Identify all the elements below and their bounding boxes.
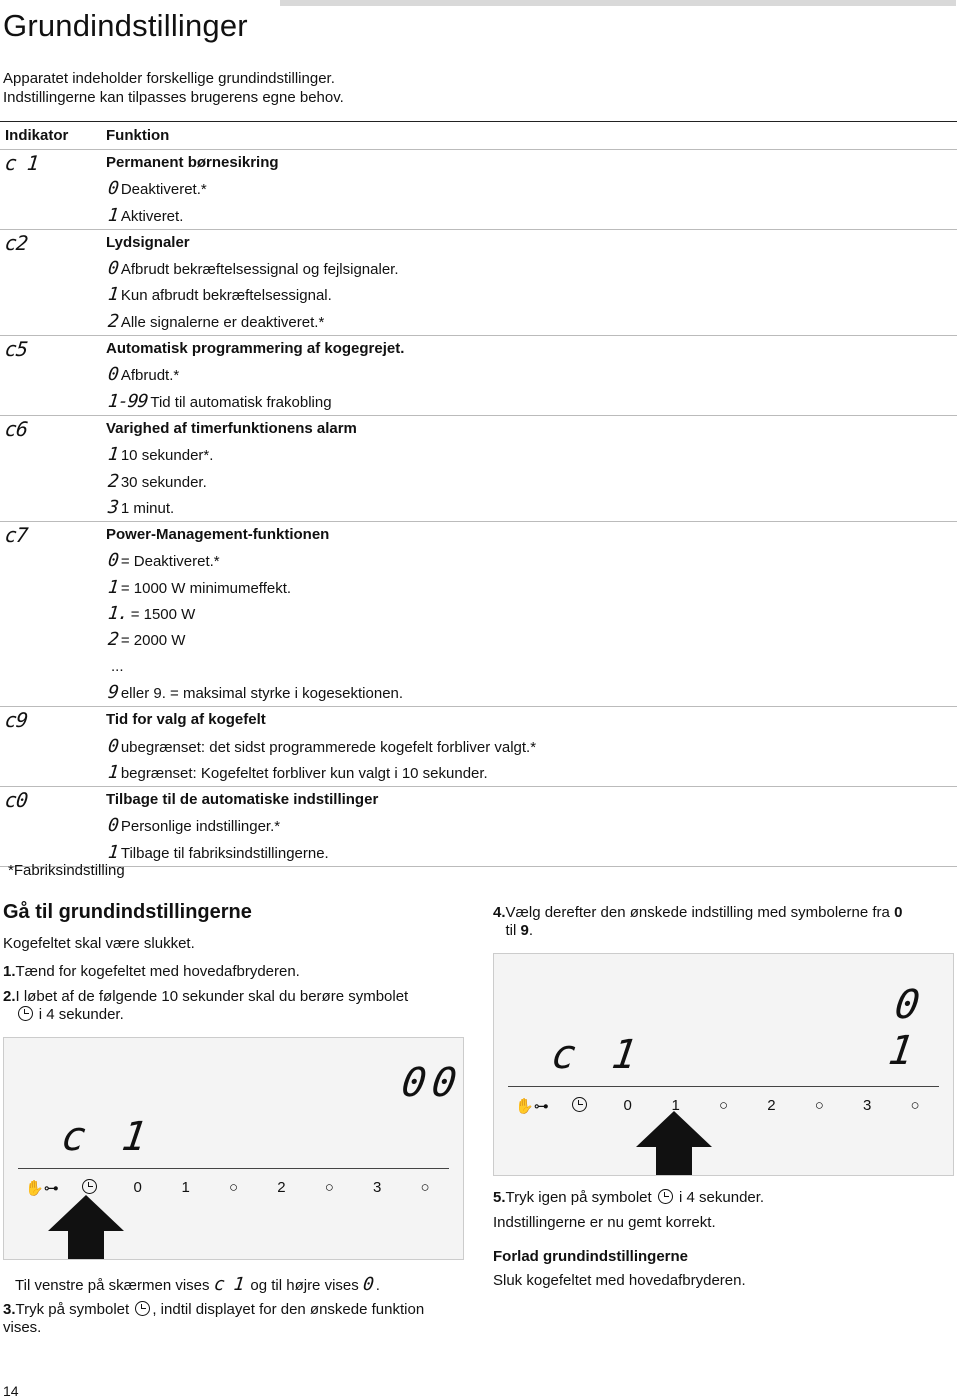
zone-dot[interactable]: ○ bbox=[210, 1168, 258, 1197]
clock-icon bbox=[135, 1301, 150, 1316]
zone-dot[interactable]: ○ bbox=[305, 1168, 353, 1197]
option-line bbox=[106, 760, 957, 786]
arrow-up-icon bbox=[634, 1109, 714, 1175]
option-line bbox=[106, 282, 957, 308]
leave-heading: Forlad grundindstillingerne bbox=[493, 1248, 688, 1265]
option-text: Afbrudt.* bbox=[120, 367, 180, 385]
option-line bbox=[106, 442, 957, 468]
option-code: 0 bbox=[106, 550, 120, 572]
step-5-text-a: Tryk igen på symbolet bbox=[505, 1189, 652, 1206]
table-row bbox=[0, 707, 957, 787]
lead-text: Kogefeltet skal være slukket. bbox=[3, 935, 195, 952]
option-text: Personlige indstillinger.* bbox=[120, 818, 281, 836]
option-code: 0 bbox=[106, 178, 120, 200]
table-row bbox=[0, 522, 957, 707]
zone-dot[interactable]: ○ bbox=[700, 1086, 748, 1115]
indicator-display: c5 bbox=[3, 337, 29, 362]
option-line bbox=[106, 495, 957, 521]
control-panel-2 bbox=[493, 953, 954, 1176]
option-line bbox=[106, 654, 957, 680]
option-text: 1 minut. bbox=[120, 499, 175, 517]
intro-line-1: Apparatet indeholder forskellige grundindstillinger. bbox=[3, 70, 335, 87]
header-indicator: Indikator bbox=[5, 127, 69, 144]
indicator-display: c 1 bbox=[3, 151, 40, 175]
indicator-display: c6 bbox=[3, 416, 29, 441]
function-cell bbox=[106, 416, 957, 521]
caption-a: Til venstre på skærmen vises bbox=[15, 1277, 210, 1294]
option-code: 9 bbox=[106, 681, 120, 703]
zone-0[interactable]: 0 bbox=[114, 1168, 162, 1197]
option-line bbox=[106, 734, 957, 760]
settings-table bbox=[0, 121, 957, 867]
option-line bbox=[106, 548, 957, 574]
option-line bbox=[106, 813, 957, 839]
clock-icon bbox=[18, 1006, 33, 1021]
option-line bbox=[106, 203, 957, 229]
option-text: Tilbage til fabriksindstillingerne. bbox=[120, 844, 329, 862]
intro-line-2: Indstillingerne kan tilpasses brugerens egne behov. bbox=[3, 89, 344, 106]
step-4: 4.Vælg derefter den ønskede indstilling med symbolerne fra 0 til 9. bbox=[493, 904, 903, 939]
indicator-code bbox=[0, 416, 106, 442]
lock-icon[interactable]: ✋⊶ bbox=[508, 1086, 556, 1115]
option-line bbox=[106, 680, 957, 706]
function-title: Lydsignaler bbox=[106, 233, 190, 251]
panel2-controls bbox=[494, 1086, 953, 1115]
zone-2[interactable]: 2 bbox=[257, 1168, 305, 1197]
clock-icon bbox=[658, 1189, 673, 1204]
control-panel-1 bbox=[3, 1037, 464, 1260]
function-title: Permanent børnesikring bbox=[106, 154, 279, 171]
option-code: 1. bbox=[106, 603, 129, 625]
function-title: Tid for valg af kogefelt bbox=[106, 711, 266, 729]
zone-3[interactable]: 3 bbox=[353, 1168, 401, 1197]
option-text: = 1500 W bbox=[130, 606, 196, 624]
page-number: 14 bbox=[3, 1383, 19, 1399]
step-4-to: 9 bbox=[520, 922, 529, 939]
panel1-left-display: c 1 bbox=[58, 1114, 156, 1160]
step-4-text: Vælg derefter den ønskede indstilling med symbolerne fra bbox=[505, 904, 890, 921]
timer-button[interactable] bbox=[556, 1086, 604, 1115]
option-text: Kun afbrudt bekræftelsessignal. bbox=[120, 287, 332, 305]
option-code: 1 bbox=[106, 284, 120, 306]
indicator-display: c9 bbox=[3, 708, 29, 733]
intro-text bbox=[3, 69, 344, 107]
function-cell bbox=[106, 230, 957, 335]
zero-display: 0 bbox=[361, 1274, 374, 1295]
footnote: *Fabriksindstilling bbox=[8, 862, 125, 879]
caption: Til venstre på skærmen vises c 1 og til højre vises 0 . bbox=[15, 1274, 380, 1295]
step-4-from: 0 bbox=[894, 904, 903, 921]
indicator-code bbox=[0, 707, 106, 733]
table-row bbox=[0, 787, 957, 867]
table-row bbox=[0, 230, 957, 336]
clock-icon bbox=[572, 1097, 587, 1112]
option-code: 0 bbox=[106, 735, 120, 757]
option-line bbox=[106, 362, 957, 388]
table-row bbox=[0, 150, 957, 230]
panel2-left-display: c 1 bbox=[548, 1032, 646, 1078]
lock-icon[interactable]: ✋⊶ bbox=[18, 1168, 66, 1197]
option-code: 1-99 bbox=[106, 390, 149, 412]
table-header bbox=[0, 122, 957, 150]
option-text: eller 9. = maksimal styrke i kogesektionen. bbox=[120, 684, 404, 702]
table-row bbox=[0, 336, 957, 416]
indicator-display: c7 bbox=[3, 523, 29, 548]
function-title: Varighed af timerfunktionens alarm bbox=[106, 419, 357, 437]
step-1-text: Tænd for kogefeltet med hovedafbryderen. bbox=[15, 963, 300, 980]
option-line bbox=[106, 389, 957, 415]
indicator-code bbox=[0, 522, 106, 548]
step-4-to-word: til bbox=[505, 922, 517, 939]
function-cell bbox=[106, 522, 957, 706]
indicator-code bbox=[0, 230, 106, 256]
function-title: Automatisk programmering af kogegrejet. bbox=[106, 340, 405, 358]
option-text: Deaktiveret.* bbox=[120, 181, 207, 199]
step-5: 5.Tryk igen på symbolet i 4 sekunder. bbox=[493, 1189, 765, 1206]
function-cell bbox=[106, 707, 957, 786]
function-title: Tilbage til de automatiske indstillinger bbox=[106, 791, 379, 809]
option-text: = Deaktiveret.* bbox=[120, 553, 220, 571]
option-line bbox=[106, 256, 957, 282]
option-line bbox=[106, 627, 957, 653]
option-text: Aktiveret. bbox=[120, 207, 184, 225]
option-text: begrænset: Kogefeltet forbliver kun valgt i 10 sekunder. bbox=[120, 764, 488, 782]
clock-icon bbox=[82, 1179, 97, 1194]
indicator-code bbox=[0, 150, 106, 176]
zone-1[interactable]: 1 bbox=[652, 1086, 700, 1115]
function-cell bbox=[106, 336, 957, 415]
step-3-text-b: , indtil displayet for den ønskede funktion vises. bbox=[3, 1301, 425, 1336]
arrow-up-icon bbox=[46, 1193, 126, 1259]
header-function: Funktion bbox=[106, 127, 170, 144]
option-text: Tid til automatisk frakobling bbox=[150, 393, 332, 411]
step-2: 2.I løbet af de følgende 10 sekunder skal du berøre symbolet i 4 sekunder. bbox=[3, 988, 409, 1023]
option-text: Afbrudt bekræftelsessignal og fejlsignaler. bbox=[120, 261, 399, 279]
panel1-right-display: 00 bbox=[398, 1060, 466, 1106]
option-code: 0 bbox=[106, 815, 120, 837]
step-3: 3.Tryk på symbolet , indtil displayet for den ønskede funktion vises. bbox=[3, 1301, 425, 1336]
option-code: 2 bbox=[106, 629, 120, 651]
section-heading: Gå til grundindstillingerne bbox=[3, 901, 252, 923]
caption-b: og til højre vises bbox=[250, 1277, 359, 1294]
table-row bbox=[0, 416, 957, 522]
indicator-code bbox=[0, 787, 106, 813]
c1-display: c 1 bbox=[212, 1274, 245, 1295]
top-rule bbox=[280, 0, 956, 6]
option-text: ... bbox=[111, 657, 124, 675]
step-3-text-a: Tryk på symbolet bbox=[15, 1301, 130, 1318]
function-title: Power-Management-funktionen bbox=[106, 526, 330, 544]
option-code: 2 bbox=[106, 470, 120, 492]
option-text: 30 sekunder. bbox=[120, 473, 207, 491]
zone-dot[interactable]: ○ bbox=[795, 1086, 843, 1115]
zone-0[interactable]: 0 bbox=[604, 1086, 652, 1115]
option-text: 10 sekunder*. bbox=[120, 447, 214, 465]
leave-text: Sluk kogefeltet med hovedafbryderen. bbox=[493, 1272, 746, 1289]
option-line bbox=[106, 601, 957, 627]
option-line bbox=[106, 575, 957, 601]
zone-1[interactable]: 1 bbox=[162, 1168, 210, 1197]
option-code: 1 bbox=[106, 576, 120, 598]
option-code: 1 bbox=[106, 841, 120, 863]
option-line bbox=[106, 469, 957, 495]
zone-dot[interactable]: ○ bbox=[401, 1168, 449, 1197]
indicator-display: c0 bbox=[3, 788, 29, 813]
option-text: Alle signalerne er deaktiveret.* bbox=[120, 313, 325, 331]
step-2-text-b: i 4 sekunder. bbox=[38, 1006, 124, 1023]
saved-text: Indstillingerne er nu gemt korrekt. bbox=[493, 1214, 716, 1231]
function-cell bbox=[106, 787, 957, 866]
indicator-display: c2 bbox=[3, 230, 29, 255]
function-cell bbox=[106, 150, 957, 229]
option-line bbox=[106, 176, 957, 202]
page-title: Grundindstillinger bbox=[3, 8, 248, 43]
indicator-code bbox=[0, 336, 106, 362]
option-code: 2 bbox=[106, 310, 120, 332]
option-text: ubegrænset: det sidst programmerede kogefelt forbliver valgt.* bbox=[120, 738, 537, 756]
zone-2[interactable]: 2 bbox=[747, 1086, 795, 1115]
option-text: = 2000 W bbox=[120, 632, 186, 650]
option-text: = 1000 W minimumeffekt. bbox=[120, 579, 292, 597]
step-1: 1.Tænd for kogefeltet med hovedafbryderen. bbox=[3, 963, 300, 980]
option-code: 3 bbox=[106, 496, 120, 518]
option-code: 0 bbox=[106, 364, 120, 386]
option-code: 1 bbox=[106, 444, 120, 466]
step-5-text-b: i 4 sekunder. bbox=[679, 1189, 765, 1206]
zone-3[interactable]: 3 bbox=[843, 1086, 891, 1115]
option-line bbox=[106, 840, 957, 866]
step-2-text-a: I løbet af de følgende 10 sekunder skal du berøre symbolet bbox=[15, 988, 409, 1005]
option-code: 1 bbox=[106, 761, 120, 783]
option-code: 1 bbox=[106, 204, 120, 226]
option-line bbox=[106, 309, 957, 335]
option-code: 0 bbox=[106, 258, 120, 280]
panel2-right-display: 0 1 bbox=[885, 982, 929, 1074]
zone-dot[interactable]: ○ bbox=[891, 1086, 939, 1115]
